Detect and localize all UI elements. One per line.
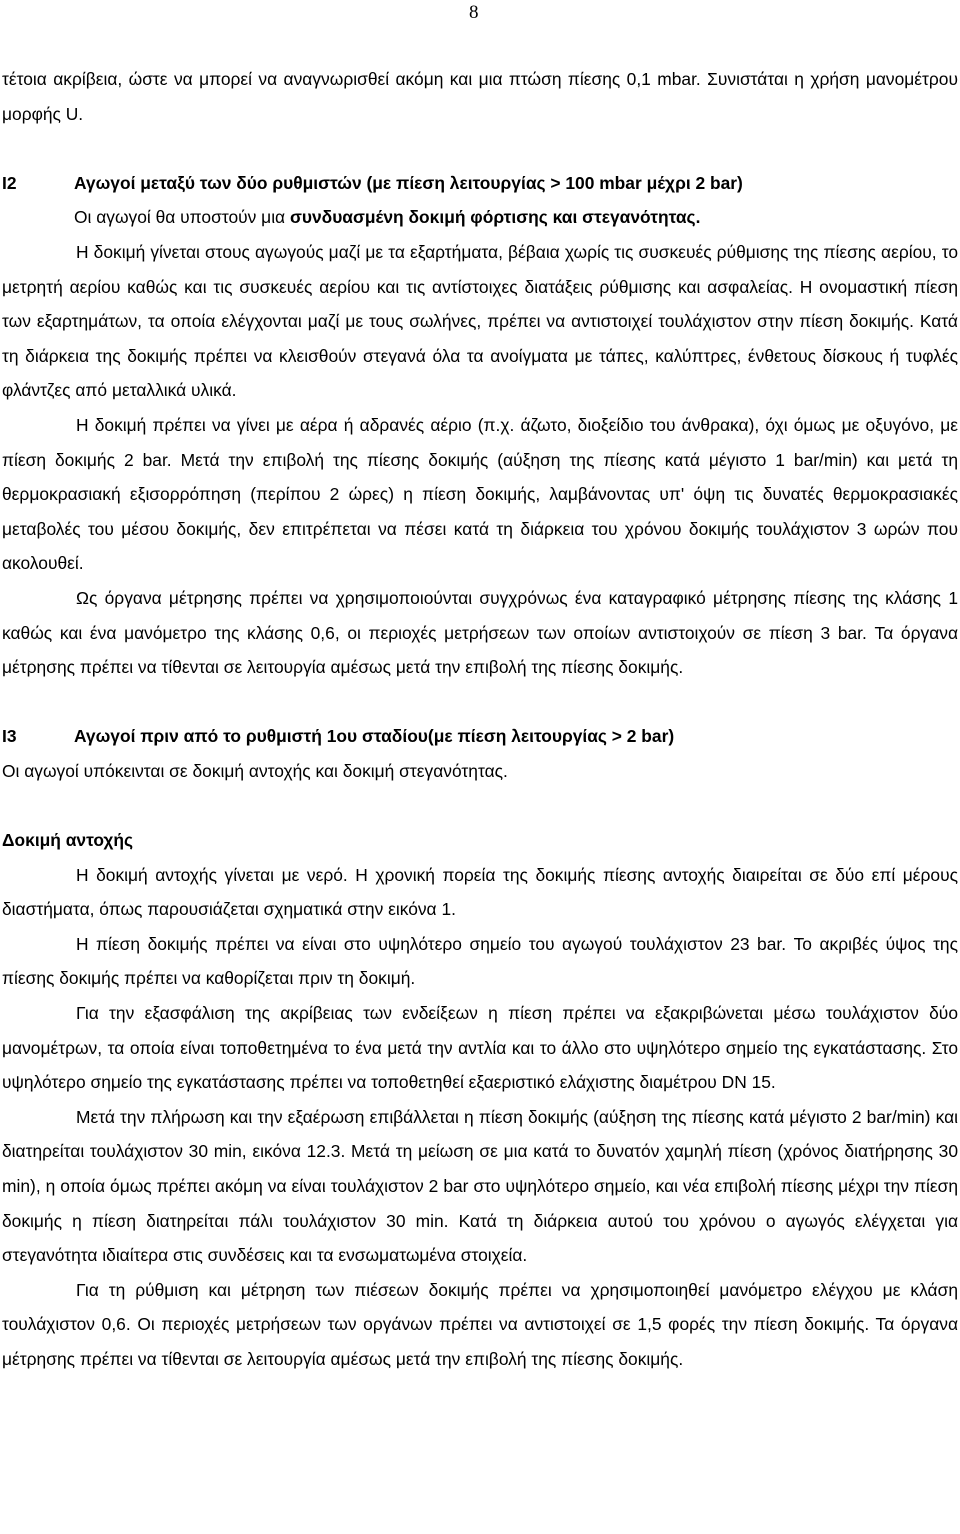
page-number: 8 xyxy=(469,2,479,23)
section-i3-heading xyxy=(2,719,958,754)
spacer xyxy=(2,788,958,823)
section-i2-lead-text: Οι αγωγοί θα υποστούν μια xyxy=(74,207,290,228)
section-i2-paragraph-3: Ως όργανα μέτρησης πρέπει να χρησιμοποιούνται συγχρόνως ένα καταγραφικό μέτρησης πίεσης της κλάσης 1 καθώς και ένα μανόμετρο της κλάσης 0,6, οι περιοχές μετρήσεων των οποίων αντιστοιχούν σε πίεση 3 bar. Τα όργανα μέτρησης πρέπει να τίθενται σε λειτουργία αμέσως μετά την επιβολή της πίεσης δοκιμής. xyxy=(2,587,958,678)
section-i2-lead-bold: συνδυασμένη δοκιμή φόρτισης και στεγανότητας. xyxy=(289,207,701,228)
strength-test-heading: Δοκιμή αντοχής xyxy=(2,830,134,851)
section-i3-paragraph-2: Η πίεση δοκιμής πρέπει να είναι στο υψηλότερο σημείο του αγωγού τουλάχιστον 23 bar. Το ακριβές ύψος της πίεσης δοκιμής πρέπει να καθορίζεται πριν τη δοκιμή. xyxy=(2,933,958,989)
spacer xyxy=(2,685,958,720)
intro-paragraph: τέτοια ακρίβεια, ώστε να μπορεί να αναγνωρισθεί ακόμη και μια πτώση πίεσης 0,1 mbar. Συνιστάται η χρήση μανομέτρου μορφής U. xyxy=(2,69,958,124)
section-i2-paragraph-1: Η δοκιμή γίνεται στους αγωγούς μαζί με τα εξαρτήματα, βέβαια χωρίς τις συσκευές ρύθμισης της πίεσης αερίου, το μετρητή αερίου καθώς και τις συσκευές αερίου και τις αντίστοιχες διατάξεις ρύθμισης και ασφαλείας. Η ονομαστική πίεση των εξαρτημάτων, τα οποία ελέγχονται μαζί με τους σωλήνες, πρέπει να αντιστοιχεί τουλάχιστον στην πίεση δοκιμής. Κατά τη διάρκεια της δοκιμής πρέπει να κλεισθούν στεγανά όλα τα ανοίγματα με τάπες, καλύπτρες, ένθετους δίσκους ή τυφλές φλάντζες από μεταλλικά υλικά. xyxy=(2,241,958,401)
section-i3-number: I3 xyxy=(2,726,17,747)
section-i2-paragraph-2: Η δοκιμή πρέπει να γίνει με αέρα ή αδρανές αέριο (π.χ. άζωτο, διοξείδιο του άνθρακα), όχι όμως με οξυγόνο, με πίεση δοκιμής 2 bar. Μετά την επιβολή της πίεσης δοκιμής (αύξηση της πίεσης κατά μέγιστο 1 bar/min) και μετά τη θερμοκρασιακή εξισορρόπηση (περίπου 2 ώρες) η πίεση δοκιμής, λαμβάνοντας υπ' όψη τις δυνατές θερμοκρασιακές μεταβολές του μέσου δοκιμής, δεν επιτρέπεται να πέσει κατά τη διάρκεια του χρόνου δοκιμής τουλάχιστον 3 ωρών που ακολουθεί. xyxy=(2,414,958,574)
section-i2-heading xyxy=(2,166,958,201)
section-i2-number: I2 xyxy=(2,172,17,193)
document-body xyxy=(0,62,960,1377)
section-i3-title: Αγωγοί πριν από το ρυθμιστή 1ου σταδίου(με πίεση λειτουργίας > 2 bar) xyxy=(74,726,675,747)
spacer xyxy=(2,131,958,166)
section-i2-title: Αγωγοί μεταξύ των δύο ρυθμιστών (με πίεση λειτουργίας > 100 mbar μέχρι 2 bar) xyxy=(74,172,743,193)
section-i3-paragraph-1: Η δοκιμή αντοχής γίνεται με νερό. Η χρονική πορεία της δοκιμής πίεσης αντοχής διαιρείται σε δύο επί μέρους διαστήματα, όπως παρουσιάζεται σχηματικά στην εικόνα 1. xyxy=(2,864,958,920)
section-i3-paragraph-4: Μετά την πλήρωση και την εξαέρωση επιβάλλεται η πίεση δοκιμής (αύξηση της πίεσης κατά μέγιστο 2 bar/min) και διατηρείται τουλάχιστον 30 min, εικόνα 12.3. Μετά τη μείωση σε μια κατά το δυνατόν χαμηλή πίεση (χρόνος διατήρησης 30 min), η οποία όμως πρέπει ακόμη να είναι τουλάχιστον 2 bar στο υψηλότερο σημείο, και νέα επιβολή πίεσης μέχρι την πίεση δοκιμής η πίεση διατηρείται πάλι τουλάχιστον 30 min. Κατά τη διάρκεια αυτού του χρόνου ο αγωγός ελέγχεται για στεγανότητα ιδιαίτερα στις συνδέσεις και τα ενσωματωμένα στοιχεία. xyxy=(2,1106,958,1266)
section-i3-paragraph-5: Για τη ρύθμιση και μέτρηση των πιέσεων δοκιμής πρέπει να χρησιμοποιηθεί μανόμετρο ελέγχου με κλάση τουλάχιστον 0,6. Οι περιοχές μετρήσεων των οργάνων πρέπει να αντιστοιχεί σε 1,5 φορές την πίεση δοκιμής. Τα όργανα μέτρησης πρέπει να τίθενται σε λειτουργία αμέσως μετά την επιβολή της πίεσης δοκιμής. xyxy=(2,1279,958,1369)
section-i2-lead xyxy=(2,200,958,235)
section-i3-paragraph-3: Για την εξασφάλιση της ακρίβειας των ενδείξεων η πίεση πρέπει να εξακριβώνεται μέσω τουλάχιστον δύο μανομέτρων, τα οποία είναι τοποθετημένα το ένα μετά την αντλία και το άλλο στο υψηλότερο σημείο της εγκατάστασης. Στο υψηλότερο σημείο της εγκατάστασης πρέπει να τοποθετηθεί εξαεριστικό ελάχιστης διαμέτρου DN 15. xyxy=(2,1003,958,1093)
section-i3-lead: Οι αγωγοί υπόκεινται σε δοκιμή αντοχής και δοκιμή στεγανότητας. xyxy=(2,760,508,781)
